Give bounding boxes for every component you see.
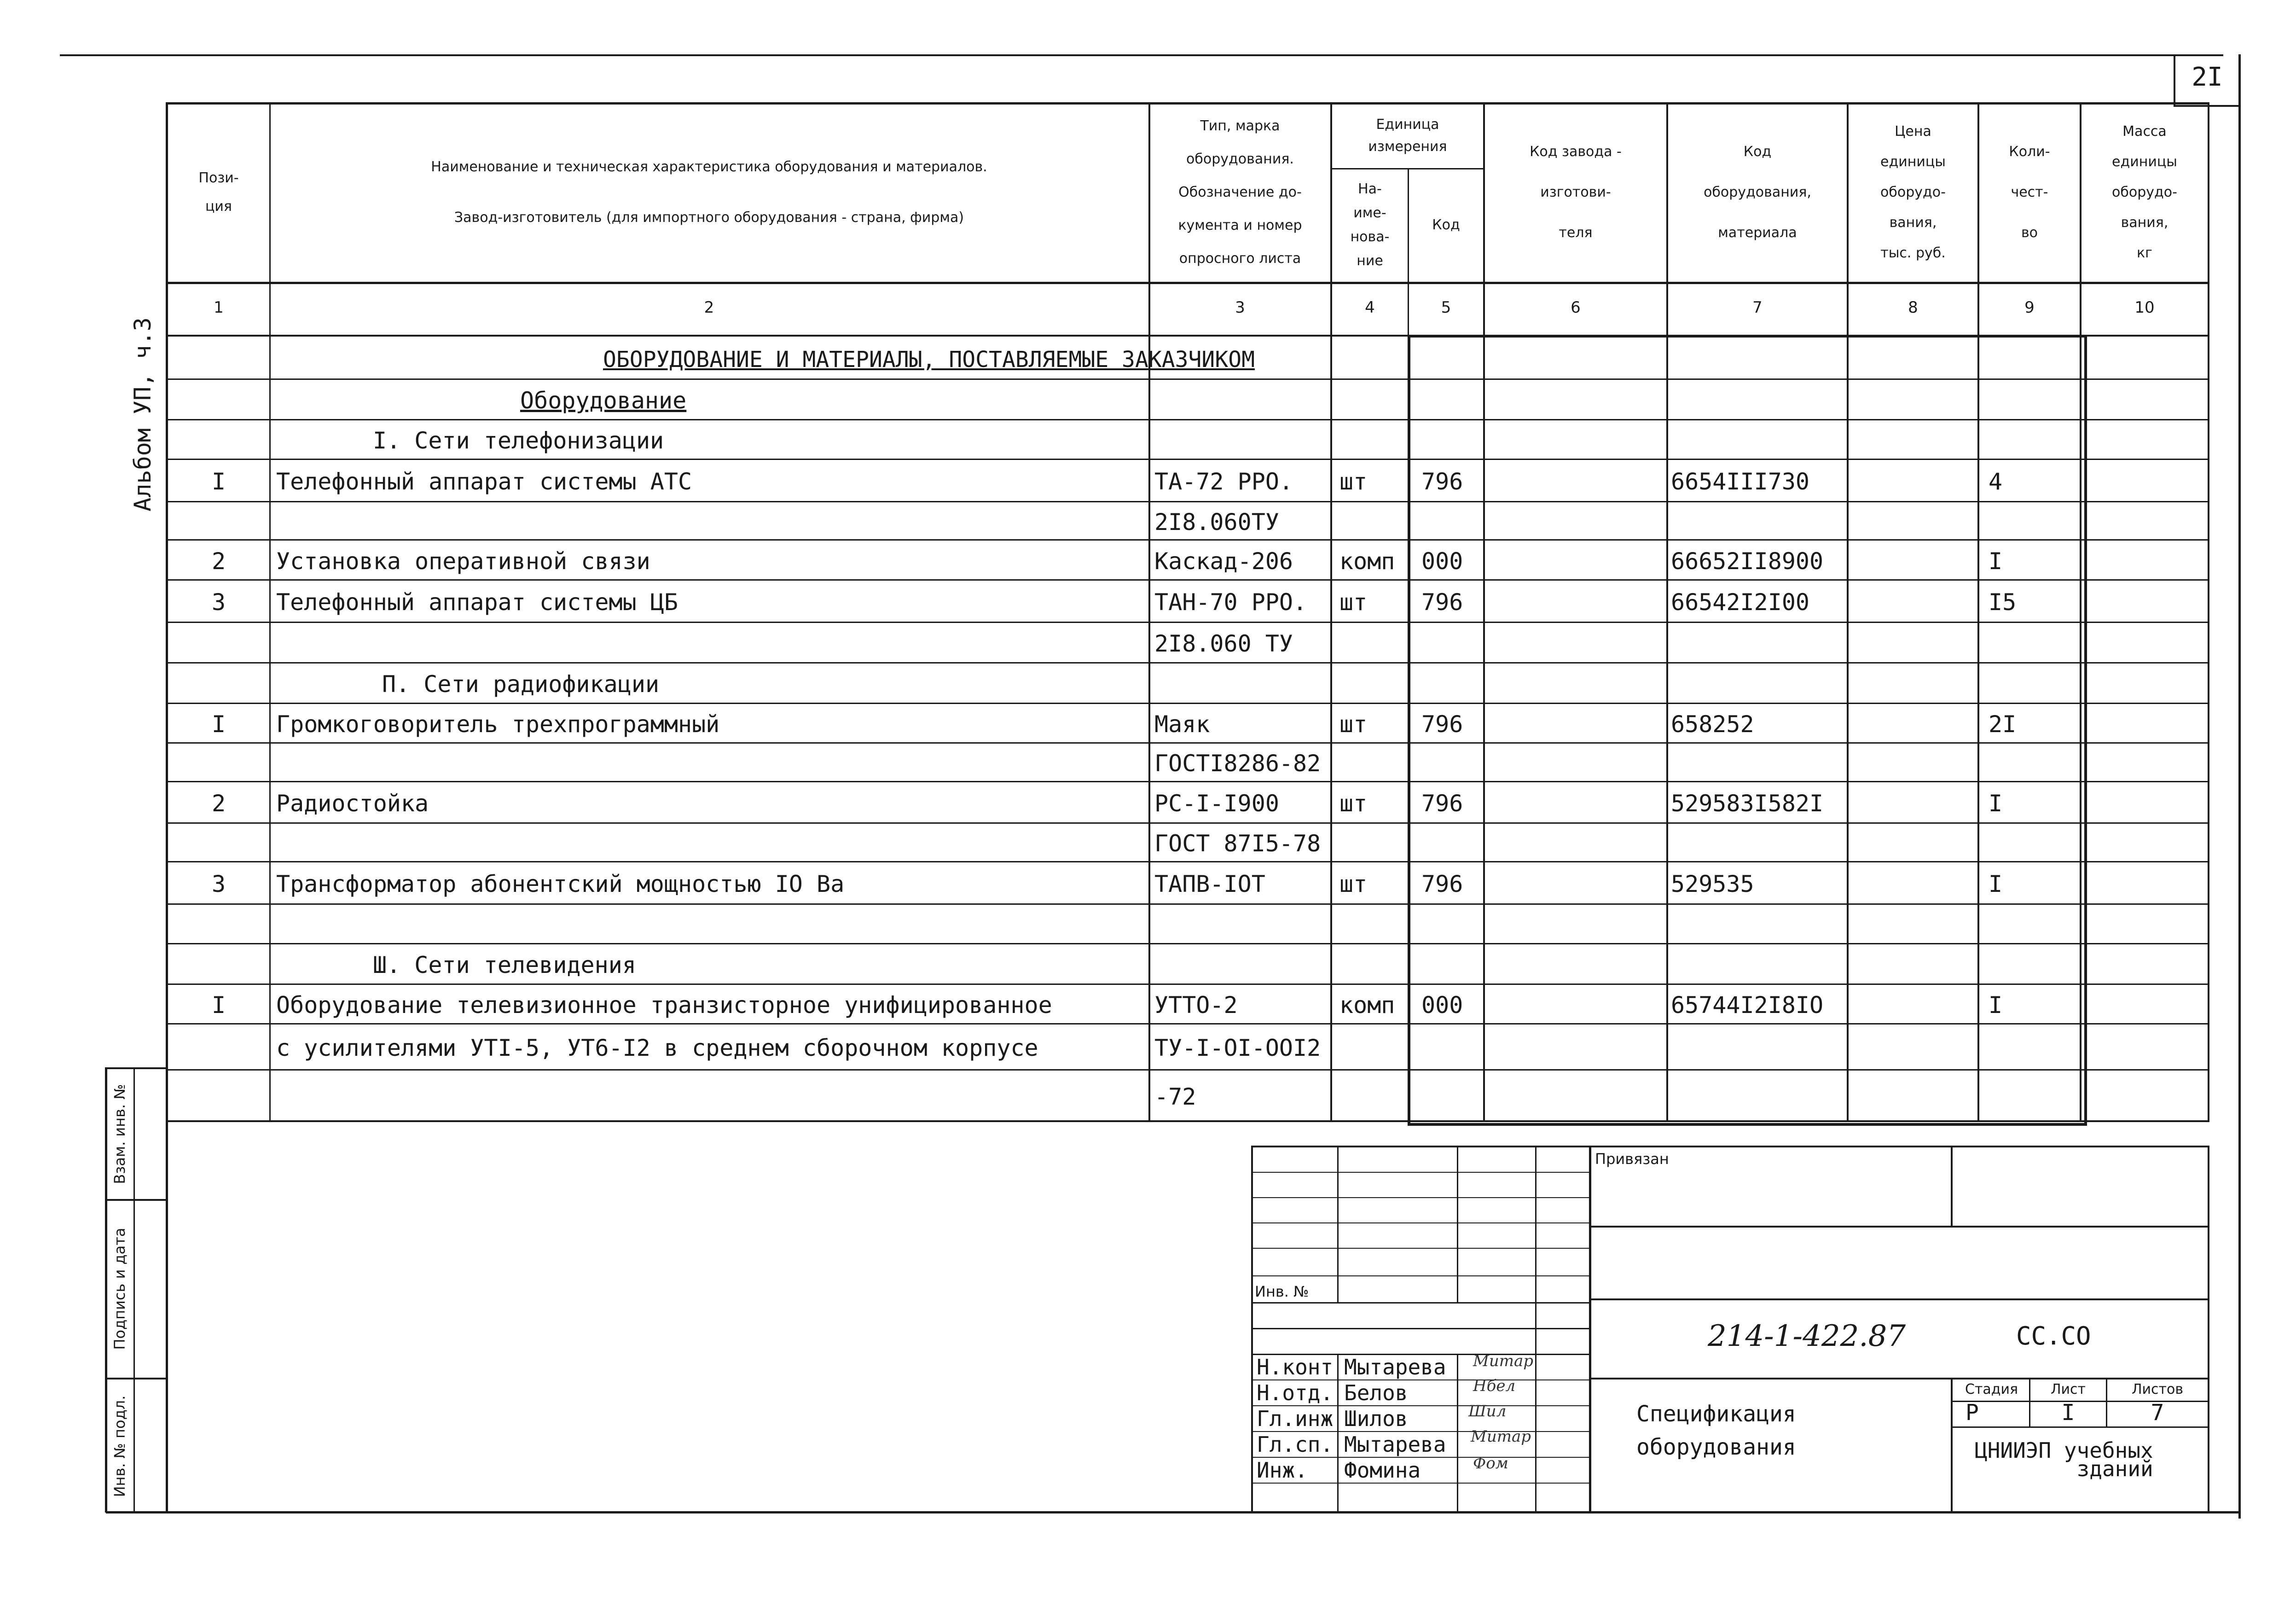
vzam-inv-label: Взам. инв. № [111, 1084, 128, 1184]
cell-qty: 4 [1989, 468, 2003, 495]
colnum-2: 2 [704, 298, 714, 317]
signature-5: Фом [1473, 1454, 1508, 1472]
cell-unit: шт [1339, 468, 1368, 495]
signer-role: Н.конт [1257, 1355, 1334, 1379]
cell-name: Установка оперативной связи [276, 547, 650, 575]
header-pos: Пози- ция [198, 169, 239, 215]
doc-suffix: CC.CO [2016, 1321, 2091, 1350]
cell-code: 000 [1421, 547, 1463, 575]
stage-value: P [1966, 1400, 1979, 1426]
colnum-3: 3 [1235, 298, 1245, 317]
cell-unit: комп [1339, 992, 1395, 1019]
cell-unit: шт [1339, 711, 1368, 738]
cell-name: Ш. Сети телевидения [373, 952, 636, 978]
colnum-10: 10 [2134, 298, 2155, 317]
signer-name: Фомина [1344, 1458, 1421, 1483]
cell-qty: I [1989, 871, 2003, 897]
header-mass: Масса единицы оборудо- вания, кг [2112, 123, 2177, 261]
colnum-4: 4 [1365, 298, 1375, 317]
cell-type: ТА-72 PPO. [1154, 468, 1293, 495]
cell-equip: 658252 [1671, 711, 1754, 738]
cell-pos: I [211, 468, 226, 495]
cell-pos: I [211, 992, 226, 1019]
cell-qty: I [1989, 992, 2003, 1019]
doc-code: 214-1-422.87 [1708, 1319, 1906, 1353]
signer-role: Н.отд. [1257, 1380, 1334, 1405]
cell-name: Радиостойка [276, 790, 429, 817]
cell-code: 000 [1421, 992, 1463, 1019]
cell-name: Трансформатор абонентский мощностью IO Ва [276, 871, 845, 897]
cell-name: ОБОРУДОВАНИЕ И МАТЕРИАЛЫ, ПОСТАВЛЯЕМЫЕ ЗАКАЗЧИКОМ [603, 346, 1255, 372]
cell-unit: шт [1339, 589, 1368, 616]
cell-equip: 529535 [1671, 871, 1754, 897]
stage-label: Стадия [1965, 1381, 2018, 1397]
org-name: ЦНИИЭП учебных зданий [1975, 1438, 2153, 1481]
cell-type: Маяк [1154, 711, 1210, 738]
cell-name: Телефонный аппарат системы АТС [276, 468, 692, 495]
cell-code: 796 [1421, 871, 1463, 897]
header-unit-code: Код [1432, 217, 1460, 233]
header-qty: Коли- чест- во [2009, 143, 2050, 241]
signer-name: Белов [1344, 1380, 1408, 1405]
signer-role: Инж. [1257, 1458, 1308, 1483]
cell-name: I. Сети телефонизации [373, 427, 664, 454]
cell-type: ТАН-70 PPO. [1154, 589, 1307, 616]
colnum-7: 7 [1752, 298, 1763, 317]
doc-title: Спецификация оборудования [1636, 1401, 1796, 1460]
colnum-9: 9 [2024, 298, 2035, 317]
cell-name: Оборудование [520, 387, 687, 414]
signature-1: Mumap [1473, 1352, 1533, 1370]
signer-role: Гл.сп. [1257, 1432, 1334, 1457]
cell-name: с усилителями УТI-5, УТ6-I2 в среднем сборочном корпусе [276, 1035, 1038, 1061]
cell-equip: 66652II8900 [1671, 547, 1824, 575]
cell-qty: I [1989, 790, 2003, 817]
header-unit-group: Единица измерения [1368, 116, 1447, 155]
album-label: Альбом УП, ч.3 [129, 317, 156, 512]
inv-no-label: Инв. № [1255, 1283, 1309, 1300]
cell-type: ГОСТ 87I5-78 [1154, 830, 1321, 857]
inv-podl-label: Инв. № подл. [111, 1395, 128, 1497]
privyazan-label: Привязан [1595, 1150, 1669, 1168]
signature-4: Mumap [1471, 1427, 1531, 1446]
cell-code: 796 [1421, 790, 1463, 817]
signature-3: Шил [1468, 1402, 1507, 1420]
sheets-label: Листов [2131, 1381, 2184, 1397]
cell-type: -72 [1154, 1083, 1196, 1110]
colnum-6: 6 [1571, 298, 1581, 317]
header-price: Цена единицы оборудо- вания, тыс. руб. [1880, 123, 1946, 261]
cell-type: УТТО-2 [1154, 992, 1238, 1019]
cell-name: Оборудование телевизионное транзисторное унифицированное [276, 992, 1052, 1019]
cell-name: П. Сети радиофикации [382, 671, 660, 698]
cell-type: 2I8.060ТУ [1154, 508, 1279, 535]
cell-type: ГОСТI8286-82 [1154, 750, 1321, 777]
cell-type: ТУ-I-OI-OOI2 [1154, 1035, 1321, 1061]
cell-pos: 2 [211, 547, 226, 575]
cell-qty: I5 [1989, 589, 2017, 616]
cell-code: 796 [1421, 468, 1463, 495]
signer-name: Шилов [1344, 1406, 1408, 1431]
cell-equip: 66542I2I00 [1671, 589, 1810, 616]
cell-unit: шт [1339, 871, 1368, 897]
signer-name: Мытарева [1344, 1355, 1446, 1379]
cell-equip: 65744I2I8IO [1671, 992, 1824, 1019]
sheets-value: 7 [2151, 1400, 2164, 1426]
cell-name: Телефонный аппарат системы ЦБ [276, 589, 678, 616]
sheet-value: I [2061, 1400, 2075, 1426]
podpis-data-label: Подпись и дата [111, 1228, 128, 1350]
cell-type: Каскад-206 [1154, 547, 1293, 575]
header-type: Тип, марка оборудования. Обозначение до- кумента и номер опросного листа [1178, 117, 1302, 267]
cell-pos: 2 [211, 790, 226, 817]
cell-type: PC-I-I900 [1154, 790, 1279, 817]
header-unit-name: На- име- нова- ние [1350, 181, 1390, 269]
cell-equip: 529583I582I [1671, 790, 1824, 817]
cell-pos: 3 [211, 589, 226, 616]
sheet-number: 2I [2192, 62, 2223, 92]
cell-code: 796 [1421, 711, 1463, 738]
cell-name: Громкоговоритель трехпрограммный [276, 711, 720, 738]
cell-unit: шт [1339, 790, 1368, 817]
header-name: Наименование и техническая характеристика оборудования и материалов. Завод-изготовитель (для импортного оборудования - страна, фирма) [431, 158, 987, 226]
cell-unit: комп [1339, 547, 1395, 575]
colnum-1: 1 [214, 298, 224, 317]
cell-pos: 3 [211, 871, 226, 897]
cell-type: ТАПВ-IOT [1154, 871, 1265, 897]
header-factory-code: Код завода - изготови- теля [1530, 143, 1622, 241]
cell-code: 796 [1421, 589, 1463, 616]
signer-name: Мытарева [1344, 1432, 1446, 1457]
colnum-8: 8 [1908, 298, 1918, 317]
signature-2: Hбел [1473, 1377, 1516, 1395]
cell-equip: 6654III730 [1671, 468, 1810, 495]
sheet-label: Лист [2050, 1381, 2086, 1397]
cell-qty: 2I [1989, 711, 2017, 738]
cell-qty: I [1989, 547, 2003, 575]
header-equip-code: Код оборудования, материала [1704, 143, 1811, 241]
cell-pos: I [211, 711, 226, 738]
cell-type: 2I8.060 ТУ [1154, 630, 1293, 657]
signer-role: Гл.инж [1257, 1406, 1334, 1431]
colnum-5: 5 [1441, 298, 1451, 317]
